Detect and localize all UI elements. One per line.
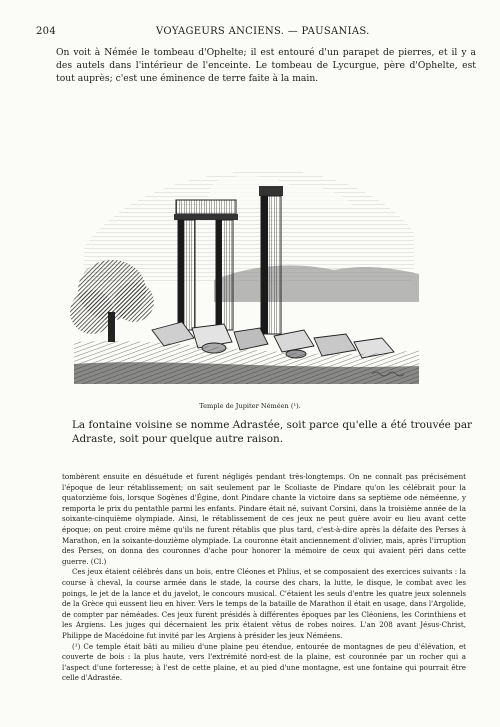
column-single-right [259,186,283,334]
footnotes [62,472,466,684]
note-paragraph: tombèrent ensuite en désuétude et furent négligés pendant très-longtemps. On ne connaît pas précisément l'époque de leur rétablissement; on sait seulement par le Scoliaste de Pindare qu'on les célébrait pour la quatorzième fois, lorsque Sogènes d'Égine, dont Pindare chante la victoire dans sa septième ode néméenne, y remporta le prix du pentathle parmi les enfants. Pindare était né, suivant Corsini, dans la troisième année de la soixante-cinquième olympiade. Ainsi, le rétablissement de ces jeux ne peut guère avoir eu lieu avant cette époque; on peut croire même qu'ils ne furent rétablis que plus tard, c'est-à-dire après la défaite des Perses à Marathon, en la soixante-douzième olympiade. La couronne était anciennement d'olivier, mais, après l'irruption des Perses, on donna des couronnes d'ache pour honorer la mémoire de ceux qui avaient péri dans cette guerre. (Cl.) [62,472,466,566]
distant-hills [214,265,419,302]
engraving-svg [64,152,424,387]
note-paragraph: Ces jeux étaient célébrés dans un bois, entre Cléones et Phlius, et se composaient des exercices suivants : la course à cheval, la course armée dans le stade, la course des chars, la lutte, le disque, le combat avec les poings, le jet de la lance et du javelot, le concours musical. C'étaient les seuls d'entre les quatre jeux solennels de la Grèce qui eussent lieu en hiver. Vers le temps de la bataille de Marathon il était en usage, dans l'Argolide, de compter par néméades. Ces jeux furent présidés à différentes époques par les Cléoniens, les Corinthiens et les Argiens. Les juges qui décernaient les prix étaient vêtus de robes noires. L'an 208 avant Jésus-Christ, Philippe de Macédoine fut invité par les Argiens à présider les jeux Néméens. [62,567,466,640]
intro-paragraph: On voit à Némée le tombeau d'Ophelte; il est entouré d'un parapet de pierres, et il y a des autels dans l'intérieur de l'enceinte. Le tombeau de Lycurgue, père d'Ophelte, est tout auprès; c'est une éminence de terre faite à la main. [56,47,476,84]
page-header [36,26,476,40]
lead-paragraph: La fontaine voisine se nomme Adrastée, soit parce qu'elle a été trouvée par Adraste, soit pour quelque autre raison. [72,419,472,445]
page-number: 204 [36,26,56,37]
temple-illustration [64,152,424,387]
running-title: VOYAGEURS ANCIENS. — PAUSANIAS. [156,26,370,37]
figure-caption: Temple de Jupiter Néméen (¹). [199,402,301,410]
note-paragraph: (¹) Ce temple était bâti au milieu d'une plaine peu étendue, entourée de montagnes de peu d'élévation, et couverte de bois : la plus haute, vers l'extrémité nord-est de la plaine, est couronnée par un rocher qui a l'aspect d'une forteresse; à l'est de cette plaine, et au pied d'une montagne, est une fontaine qui pourrait être celle d'Adrastée. [62,641,466,683]
